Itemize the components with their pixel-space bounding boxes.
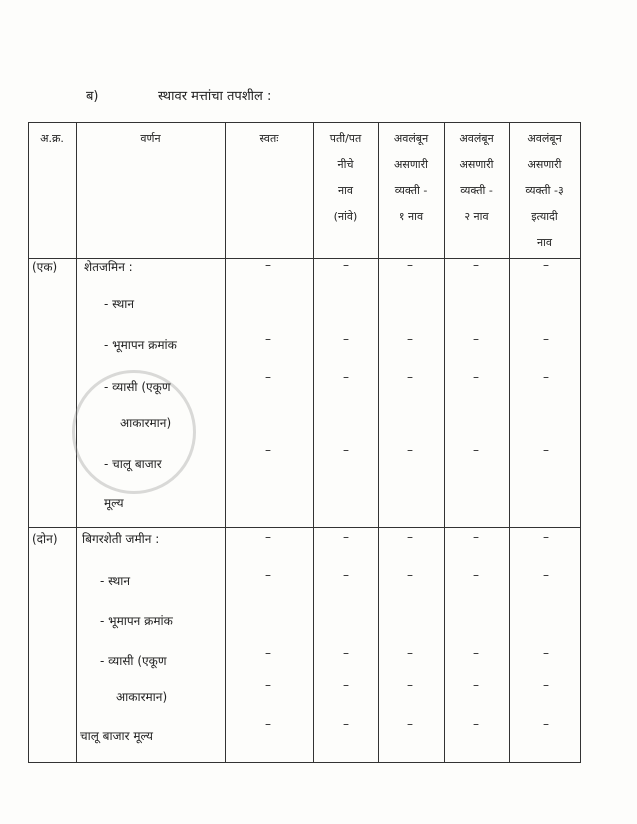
header-dependent-3: अवलंबून असणारी व्यक्ती -३ इत्यादी नाव [525, 132, 564, 249]
header-dependent-1: अवलंबून असणारी व्यक्ती - १ नाव [393, 132, 429, 223]
section-one-item: - व्यासी (एकूण [104, 380, 171, 394]
section-one-item: - भूमापन क्रमांक [104, 338, 177, 352]
empty-entry-dash: – [343, 370, 349, 384]
empty-entry-dash: – [265, 678, 271, 692]
empty-entry-dash: – [343, 678, 349, 692]
empty-entry-dash: – [407, 646, 413, 660]
empty-entry-dash: – [343, 530, 349, 544]
empty-entry-dash: – [265, 568, 271, 582]
section-letter: ब) [86, 89, 99, 104]
section-one-title: शेतजमिन : [84, 260, 133, 274]
empty-entry-dash: – [265, 530, 271, 544]
empty-entry-dash: – [543, 678, 549, 692]
section-two-item: चालू बाजार मूल्य [80, 729, 153, 743]
empty-entry-dash: – [473, 717, 479, 731]
col-border-right [580, 122, 581, 762]
empty-entry-dash: – [343, 258, 349, 272]
section-two-title: बिगरशेती जमीन : [82, 532, 160, 546]
section-two-item: - भूमापन क्रमांक [100, 614, 173, 628]
empty-entry-dash: – [543, 258, 549, 272]
empty-entry-dash: – [343, 568, 349, 582]
section-one-item: - चालू बाजार [104, 457, 162, 471]
section-two-item: आकारमान) [116, 690, 168, 704]
section-divider [28, 527, 581, 528]
empty-entry-dash: – [265, 370, 271, 384]
empty-entry-dash: – [343, 646, 349, 660]
empty-entry-dash: – [473, 258, 479, 272]
empty-entry-dash: – [543, 646, 549, 660]
empty-entry-dash: – [407, 568, 413, 582]
empty-entry-dash: – [343, 717, 349, 731]
empty-entry-dash: – [265, 258, 271, 272]
table-bottom-border [28, 762, 581, 763]
empty-entry-dash: – [543, 530, 549, 544]
empty-entry-dash: – [407, 370, 413, 384]
empty-entry-dash: – [265, 443, 271, 457]
section-two-item: - व्यासी (एकूण [100, 654, 167, 668]
section-two-serial: (दोन) [32, 532, 58, 546]
empty-entry-dash: – [265, 332, 271, 346]
empty-entry-dash: – [265, 717, 271, 731]
col-border-left [28, 122, 29, 762]
empty-entry-dash: – [407, 678, 413, 692]
empty-entry-dash: – [473, 443, 479, 457]
empty-entry-dash: – [543, 332, 549, 346]
section-one-item: मूल्य [104, 496, 124, 510]
empty-entry-dash: – [543, 717, 549, 731]
empty-entry-dash: – [543, 370, 549, 384]
empty-entry-dash: – [265, 646, 271, 660]
empty-entry-dash: – [473, 678, 479, 692]
section-one-serial: (एक) [32, 260, 58, 274]
header-serial: अ.क्र. [40, 132, 64, 145]
empty-entry-dash: – [407, 443, 413, 457]
empty-entry-dash: – [407, 717, 413, 731]
empty-entry-dash: – [473, 370, 479, 384]
empty-entry-dash: – [343, 443, 349, 457]
empty-entry-dash: – [473, 530, 479, 544]
empty-entry-dash: – [407, 258, 413, 272]
empty-entry-dash: – [543, 443, 549, 457]
section-one-item: - स्थान [104, 297, 135, 311]
empty-entry-dash: – [473, 568, 479, 582]
empty-entry-dash: – [343, 332, 349, 346]
empty-entry-dash: – [473, 646, 479, 660]
empty-entry-dash: – [543, 568, 549, 582]
header-description: वर्णन [140, 132, 161, 145]
section-one-item: आकारमान) [120, 416, 172, 430]
empty-entry-dash: – [407, 332, 413, 346]
empty-entry-dash: – [473, 332, 479, 346]
header-self: स्वतः [259, 132, 279, 145]
header-spouse: पती/पत नीचे नाव (नांवे) [329, 132, 362, 223]
col-border [225, 122, 226, 762]
section-two-item: - स्थान [100, 574, 131, 588]
table-top-border [28, 122, 581, 123]
empty-entry-dash: – [407, 530, 413, 544]
header-dependent-2: अवलंबून असणारी व्यक्ती - २ नाव [459, 132, 494, 223]
section-title: स्थावर मत्तांचा तपशील : [158, 89, 272, 104]
